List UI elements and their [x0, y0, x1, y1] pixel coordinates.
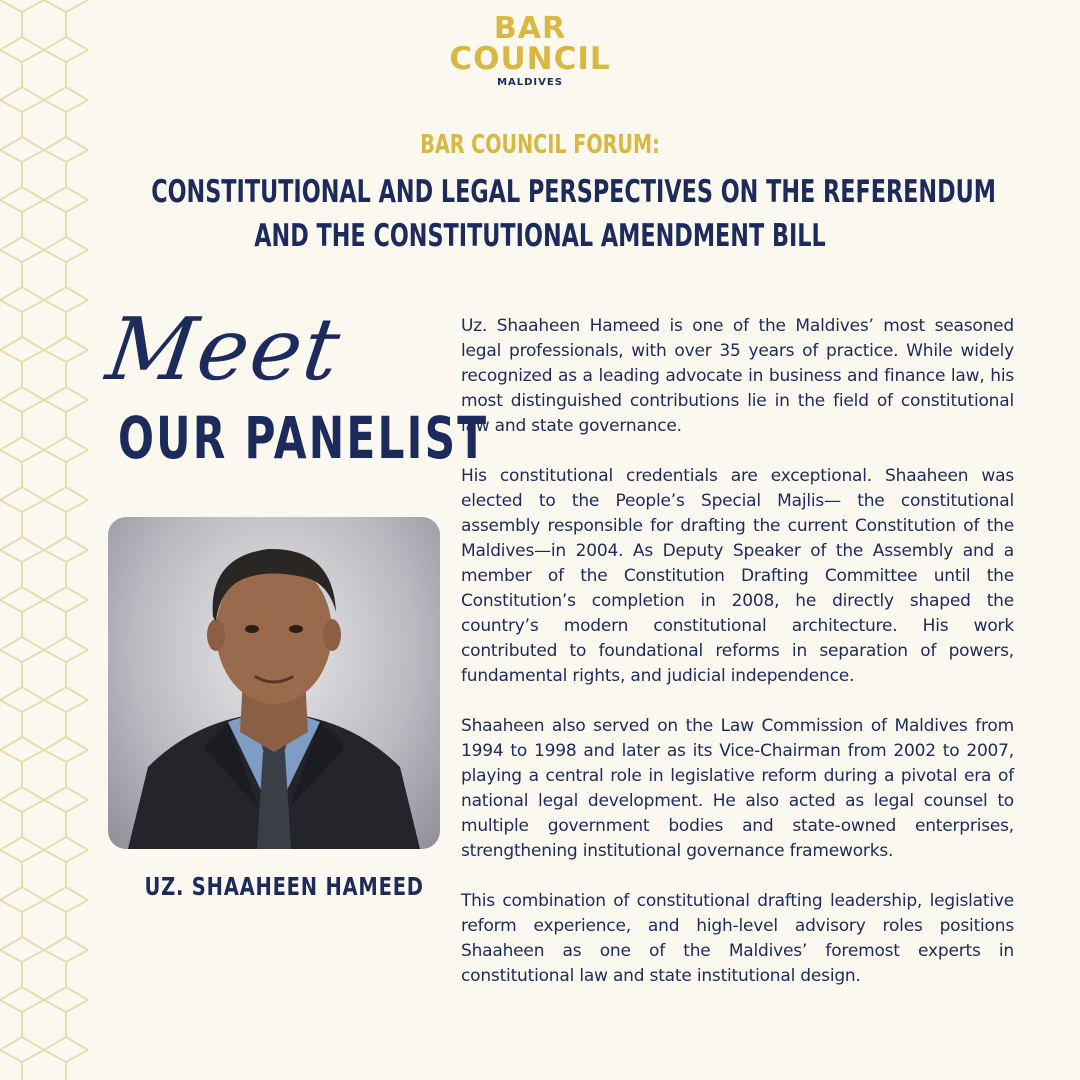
forum-heading: BAR COUNCIL FORUM:	[420, 130, 660, 160]
our-panelist-heading: OUR PANELIST	[118, 404, 489, 472]
forum-title	[0, 170, 1080, 258]
forum-title-line-1: CONSTITUTIONAL AND LEGAL PERSPECTIVES ON THE REFERENDUM	[151, 174, 996, 210]
bar-council-logo	[430, 11, 630, 88]
logo-line-council: COUNCIL	[449, 41, 611, 77]
panelist-bio	[461, 314, 1014, 1014]
meet-script-heading: Meet	[100, 300, 348, 400]
bio-paragraph-2: His constitutional credentials are exceptional. Shaaheen was elected to the People’s Special Majlis— the constitutional assembly responsible for drafting the current Constitution of the Maldives—in 2004. As Deputy Speaker of the Assembly and a member of the Constitution Drafting Committee until the Constitution’s completion in 2008, he directly shaped the country’s modern constitutional architecture. His work contributed to foundational reforms in separation of powers, fundamental rights, and judicial independence.	[461, 466, 1014, 686]
bio-paragraph-3: Shaaheen also served on the Law Commission of Maldives from 1994 to 1998 and later as its Vice-Chairman from 2002 to 2007, playing a central role in legislative reform during a pivotal era of national legal development. He also acted as legal counsel to multiple government bodies and state-owned enterprises, strengthening institutional governance frameworks.	[461, 716, 1014, 861]
person-portrait-icon	[108, 517, 440, 849]
geometric-border-pattern	[0, 0, 88, 1080]
panelist-name: UZ. SHAAHEEN HAMEED	[144, 872, 424, 901]
bio-paragraph-1: Uz. Shaaheen Hameed is one of the Maldives’ most seasoned legal professionals, with over 35 years of practice. While widely recognized as a leading advocate in business and finance law, his most distinguished contributions lie in the field of constitutional law and state governance.	[461, 316, 1014, 436]
panelist-photo	[108, 517, 440, 849]
forum-title-line-2: AND THE CONSTITUTIONAL AMENDMENT BILL	[254, 218, 826, 254]
logo-line-bar: BAR	[493, 11, 567, 46]
bio-paragraph-4: This combination of constitutional drafting leadership, legislative reform experience, and high-level advisory roles positions Shaaheen as one of the Maldives’ foremost experts in constitutional law and state institutional design.	[461, 891, 1014, 986]
logo-line-maldives: MALDIVES	[497, 77, 563, 88]
